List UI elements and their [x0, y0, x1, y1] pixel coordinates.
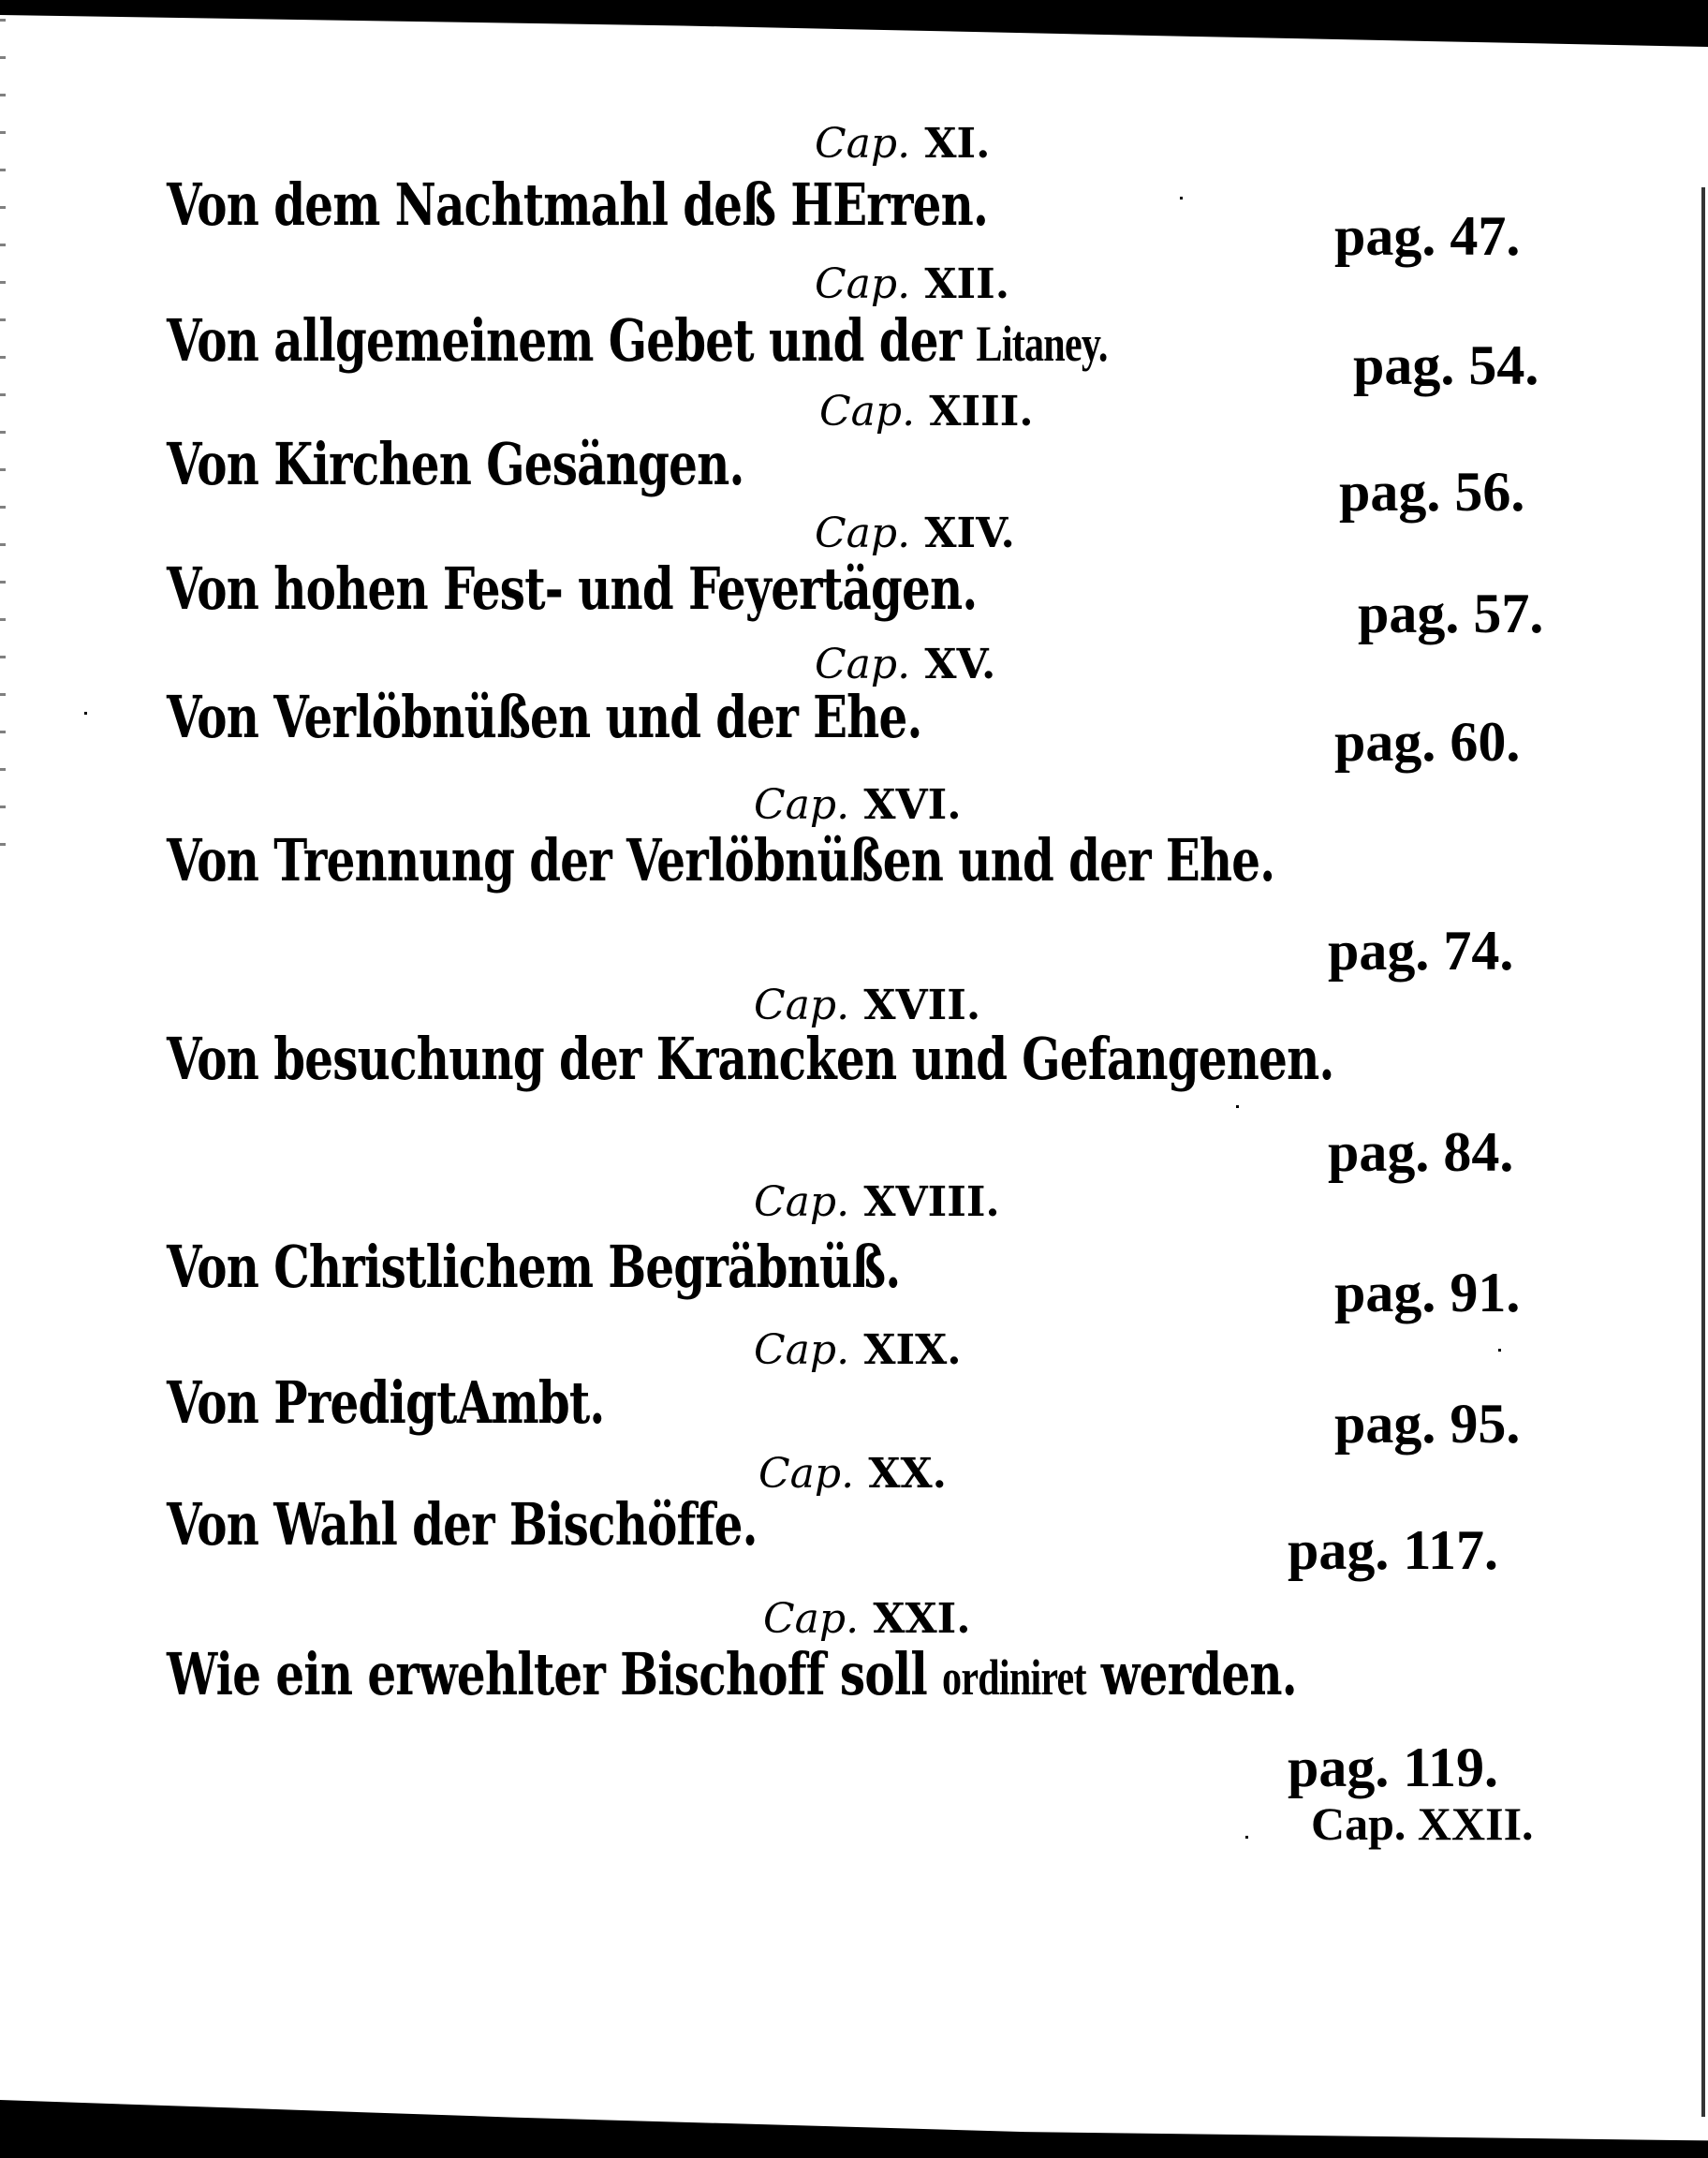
- chapter-heading: [815, 510, 1015, 557]
- chapter-label: Cap.: [819, 388, 916, 436]
- chapter-number: XI.: [924, 120, 991, 168]
- toc-entry-page: pag. 117.: [1288, 1519, 1499, 1581]
- chapter-heading: [763, 1595, 971, 1643]
- title-fraktur: Von allgemeinem Gebet und der: [167, 306, 962, 375]
- chapter-label: Cap.: [763, 1595, 860, 1643]
- chapter-number: XIX.: [863, 1326, 962, 1374]
- toc-entry-title: Von Christlichem Begräbnüß.: [167, 1233, 901, 1301]
- toc-entry-title: [167, 1640, 1297, 1708]
- scan-noise-left: [0, 19, 6, 862]
- chapter-heading: [758, 1450, 947, 1498]
- toc-entry-title: Von hohen Fest- und Feyertägen.: [167, 554, 978, 623]
- title-fraktur-end: werden.: [1100, 1640, 1297, 1708]
- toc-entry-title: Von Wahl der Bischöffe.: [167, 1490, 758, 1559]
- toc-entry-page: pag. 84.: [1328, 1121, 1514, 1183]
- toc-entry-title: Von Verlöbnüßen und der Ehe.: [167, 683, 922, 751]
- toc-entry-page: pag. 54.: [1353, 334, 1539, 396]
- toc-entry-page: pag. 119.: [1288, 1737, 1499, 1798]
- chapter-label: Cap.: [815, 641, 911, 688]
- scan-border-top: [0, 0, 1708, 47]
- title-roman: Litaney.: [976, 316, 1108, 372]
- scan-border-right: [1701, 187, 1705, 2117]
- chapter-number: XIII.: [929, 388, 1034, 436]
- chapter-number: XXI.: [873, 1595, 971, 1643]
- toc-entry-page: pag. 60.: [1334, 711, 1521, 773]
- toc-entry-title: Von dem Nachtmahl deß HErren.: [167, 170, 989, 239]
- chapter-heading: [754, 982, 981, 1029]
- toc-entry-page: pag. 74.: [1328, 920, 1514, 982]
- chapter-label: Cap.: [754, 1178, 850, 1226]
- chapter-number: XV.: [924, 641, 996, 688]
- toc-entry-page: pag. 56.: [1339, 461, 1525, 523]
- chapter-heading: [815, 260, 1010, 308]
- toc-entry-page: pag. 47.: [1334, 205, 1521, 267]
- chapter-heading: [819, 388, 1034, 436]
- scan-speck: [84, 712, 87, 715]
- title-roman: ordiniret: [942, 1649, 1086, 1706]
- chapter-heading: [815, 120, 991, 168]
- chapter-number: XII.: [924, 260, 1010, 308]
- chapter-heading: [754, 1326, 962, 1374]
- toc-entry-page: pag. 95.: [1334, 1393, 1521, 1455]
- toc-entry-title: Von besuchung der Krancken und Gefangenen.: [167, 1025, 1334, 1093]
- scan-border-bottom: [0, 2100, 1708, 2158]
- chapter-label: Cap.: [754, 781, 850, 829]
- catchword: Cap. XXII.: [1311, 1797, 1534, 1850]
- toc-entry-title: Von Trennung der Verlöbnüßen und der Ehe.: [167, 826, 1275, 894]
- chapter-heading: [815, 641, 996, 688]
- chapter-label: Cap.: [758, 1450, 855, 1498]
- scan-speck: [1236, 1105, 1239, 1108]
- scan-speck: [1498, 1349, 1501, 1352]
- chapter-label: Cap.: [815, 260, 911, 308]
- toc-entry-page: pag. 91.: [1334, 1262, 1521, 1323]
- chapter-number: XX.: [868, 1450, 947, 1498]
- chapter-label: Cap.: [815, 120, 911, 168]
- chapter-number: XVI.: [863, 781, 962, 829]
- chapter-heading: [754, 781, 962, 829]
- toc-entry-title: [167, 306, 1108, 375]
- chapter-number: XVII.: [863, 982, 981, 1029]
- scan-speck: [1245, 1836, 1248, 1839]
- chapter-number: XIV.: [924, 510, 1015, 557]
- toc-entry-title: Von Kirchen Gesängen.: [167, 430, 744, 498]
- toc-entry-page: pag. 57.: [1358, 583, 1544, 644]
- chapter-label: Cap.: [754, 1326, 850, 1374]
- title-fraktur: Wie ein erwehlter Bischoff soll: [167, 1640, 927, 1708]
- chapter-label: Cap.: [754, 982, 850, 1029]
- chapter-heading: [754, 1178, 1000, 1226]
- chapter-label: Cap.: [815, 510, 911, 557]
- chapter-number: XVIII.: [863, 1178, 1000, 1226]
- toc-entry-title: Von PredigtAmbt.: [167, 1368, 605, 1437]
- scan-speck: [1180, 197, 1183, 200]
